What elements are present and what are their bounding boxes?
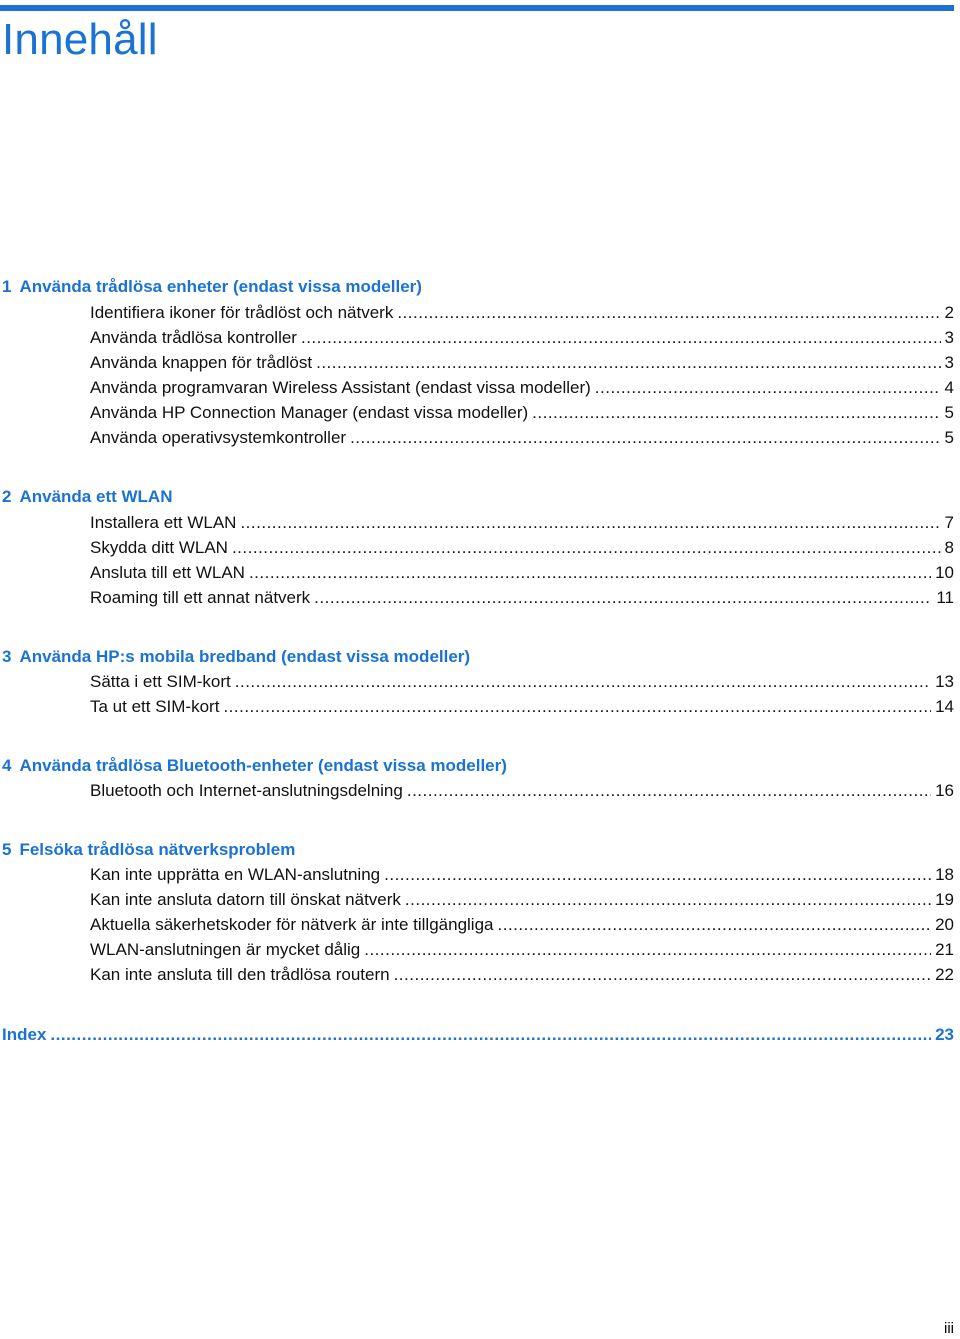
dot-leader xyxy=(532,403,940,423)
toc-entry-label: Använda HP Connection Manager (endast vissa modeller) xyxy=(90,403,529,422)
toc-entry-page: 20 xyxy=(935,915,954,934)
chapter-4-heading[interactable] xyxy=(2,756,507,776)
chapter-title: Använda ett WLAN xyxy=(19,487,173,506)
dot-leader xyxy=(595,378,941,398)
toc-entry[interactable] xyxy=(90,588,954,608)
chapter-title: Använda trådlösa enheter (endast vissa modeller) xyxy=(19,277,422,296)
toc-entry-page: 2 xyxy=(944,303,954,322)
toc-entry[interactable] xyxy=(90,403,954,423)
toc-entry-label: Identifiera ikoner för trådlöst och nätverk xyxy=(90,303,394,322)
chapter-2-heading[interactable] xyxy=(2,487,172,507)
toc-entry[interactable] xyxy=(90,538,954,558)
toc-entry[interactable] xyxy=(90,303,954,323)
dot-leader xyxy=(407,781,931,801)
toc-entry-label: Roaming till ett annat nätverk xyxy=(90,588,311,607)
dot-leader xyxy=(50,1025,931,1045)
chapter-number: 2 xyxy=(2,487,12,506)
toc-entry-label: Sätta i ett SIM-kort xyxy=(90,672,231,691)
toc-entry[interactable] xyxy=(90,940,954,960)
chapter-1-heading[interactable] xyxy=(2,277,422,297)
toc-entry-label: Använda trådlösa kontroller xyxy=(90,328,297,347)
toc-entry[interactable] xyxy=(90,965,954,985)
toc-entry[interactable] xyxy=(90,781,954,801)
dot-leader xyxy=(301,328,941,348)
toc-entry-page: 5 xyxy=(944,428,954,447)
toc-entry-page: 4 xyxy=(944,378,954,397)
toc-entry-label: Ta ut ett SIM-kort xyxy=(90,697,220,716)
toc-entry-label: Kan inte upprätta en WLAN-anslutning xyxy=(90,865,381,884)
toc-entry-page: 11 xyxy=(936,588,954,607)
dot-leader xyxy=(405,890,931,910)
dot-leader xyxy=(235,672,931,692)
toc-entry-page: 18 xyxy=(935,865,954,884)
toc-entry-label: Aktuella säkerhetskoder för nätverk är inte tillgängliga xyxy=(90,915,494,934)
chapter-5-heading[interactable] xyxy=(2,840,295,860)
dot-leader xyxy=(240,513,940,533)
chapter-number: 4 xyxy=(2,756,12,775)
toc-entry-label: Ansluta till ett WLAN xyxy=(90,563,245,582)
toc-entry[interactable] xyxy=(90,890,954,910)
page-number: iii xyxy=(944,1320,954,1337)
toc-entry-page: 19 xyxy=(935,890,954,909)
toc-entry[interactable] xyxy=(90,865,954,885)
chapter-title: Felsöka trådlösa nätverksproblem xyxy=(19,840,296,859)
dot-leader xyxy=(397,303,940,323)
dot-leader xyxy=(316,353,940,373)
toc-entry-page: 3 xyxy=(944,353,954,372)
toc-entry-label: Använda operativsystemkontroller xyxy=(90,428,347,447)
chapter-3-heading[interactable] xyxy=(2,647,470,667)
toc-entry-page: 5 xyxy=(944,403,954,422)
toc-entry[interactable] xyxy=(90,353,954,373)
toc-entry[interactable] xyxy=(90,378,954,398)
toc-entry-page: 3 xyxy=(944,328,954,347)
dot-leader xyxy=(364,940,931,960)
chapter-number: 3 xyxy=(2,647,12,666)
toc-entry-page: 7 xyxy=(944,513,954,532)
dot-leader xyxy=(314,588,932,608)
dot-leader xyxy=(384,865,931,885)
chapter-number: 5 xyxy=(2,840,12,859)
index-entry[interactable] xyxy=(2,1025,954,1045)
toc-entry-label: Bluetooth och Internet-anslutningsdelning xyxy=(90,781,403,800)
header-rule xyxy=(0,5,954,11)
toc-entry-label: Skydda ditt WLAN xyxy=(90,538,228,557)
toc-entry[interactable] xyxy=(90,697,954,717)
toc-entry-page: 16 xyxy=(935,781,954,800)
toc-entry-label: Kan inte ansluta datorn till önskat nätverk xyxy=(90,890,401,909)
toc-entry-label: Använda knappen för trådlöst xyxy=(90,353,313,372)
toc-entry-page: 8 xyxy=(944,538,954,557)
toc-entry[interactable] xyxy=(90,513,954,533)
toc-entry-page: 13 xyxy=(935,672,954,691)
dot-leader xyxy=(249,563,931,583)
toc-entry-page: 22 xyxy=(935,965,954,984)
toc-entry[interactable] xyxy=(90,915,954,935)
dot-leader xyxy=(223,697,931,717)
toc-entry-page: 21 xyxy=(935,940,954,959)
dot-leader xyxy=(394,965,932,985)
page-title: Innehåll xyxy=(2,15,158,64)
dot-leader xyxy=(232,538,941,558)
toc-entry[interactable] xyxy=(90,428,954,448)
toc-entry-label: Kan inte ansluta till den trådlösa routern xyxy=(90,965,390,984)
index-label: Index xyxy=(2,1025,47,1044)
toc-entry-page: 14 xyxy=(935,697,954,716)
chapter-title: Använda trådlösa Bluetooth-enheter (endast vissa modeller) xyxy=(19,756,507,775)
dot-leader xyxy=(350,428,940,448)
toc-entry-label: Använda programvaran Wireless Assistant (endast vissa modeller) xyxy=(90,378,591,397)
toc-entry-label: WLAN-anslutningen är mycket dålig xyxy=(90,940,361,959)
index-page: 23 xyxy=(935,1025,954,1044)
toc-entry[interactable] xyxy=(90,328,954,348)
chapter-title: Använda HP:s mobila bredband (endast vissa modeller) xyxy=(19,647,471,666)
chapter-number: 1 xyxy=(2,277,12,296)
toc-entry[interactable] xyxy=(90,672,954,692)
toc-entry-label: Installera ett WLAN xyxy=(90,513,237,532)
toc-entry[interactable] xyxy=(90,563,954,583)
toc-entry-page: 10 xyxy=(935,563,954,582)
dot-leader xyxy=(498,915,932,935)
